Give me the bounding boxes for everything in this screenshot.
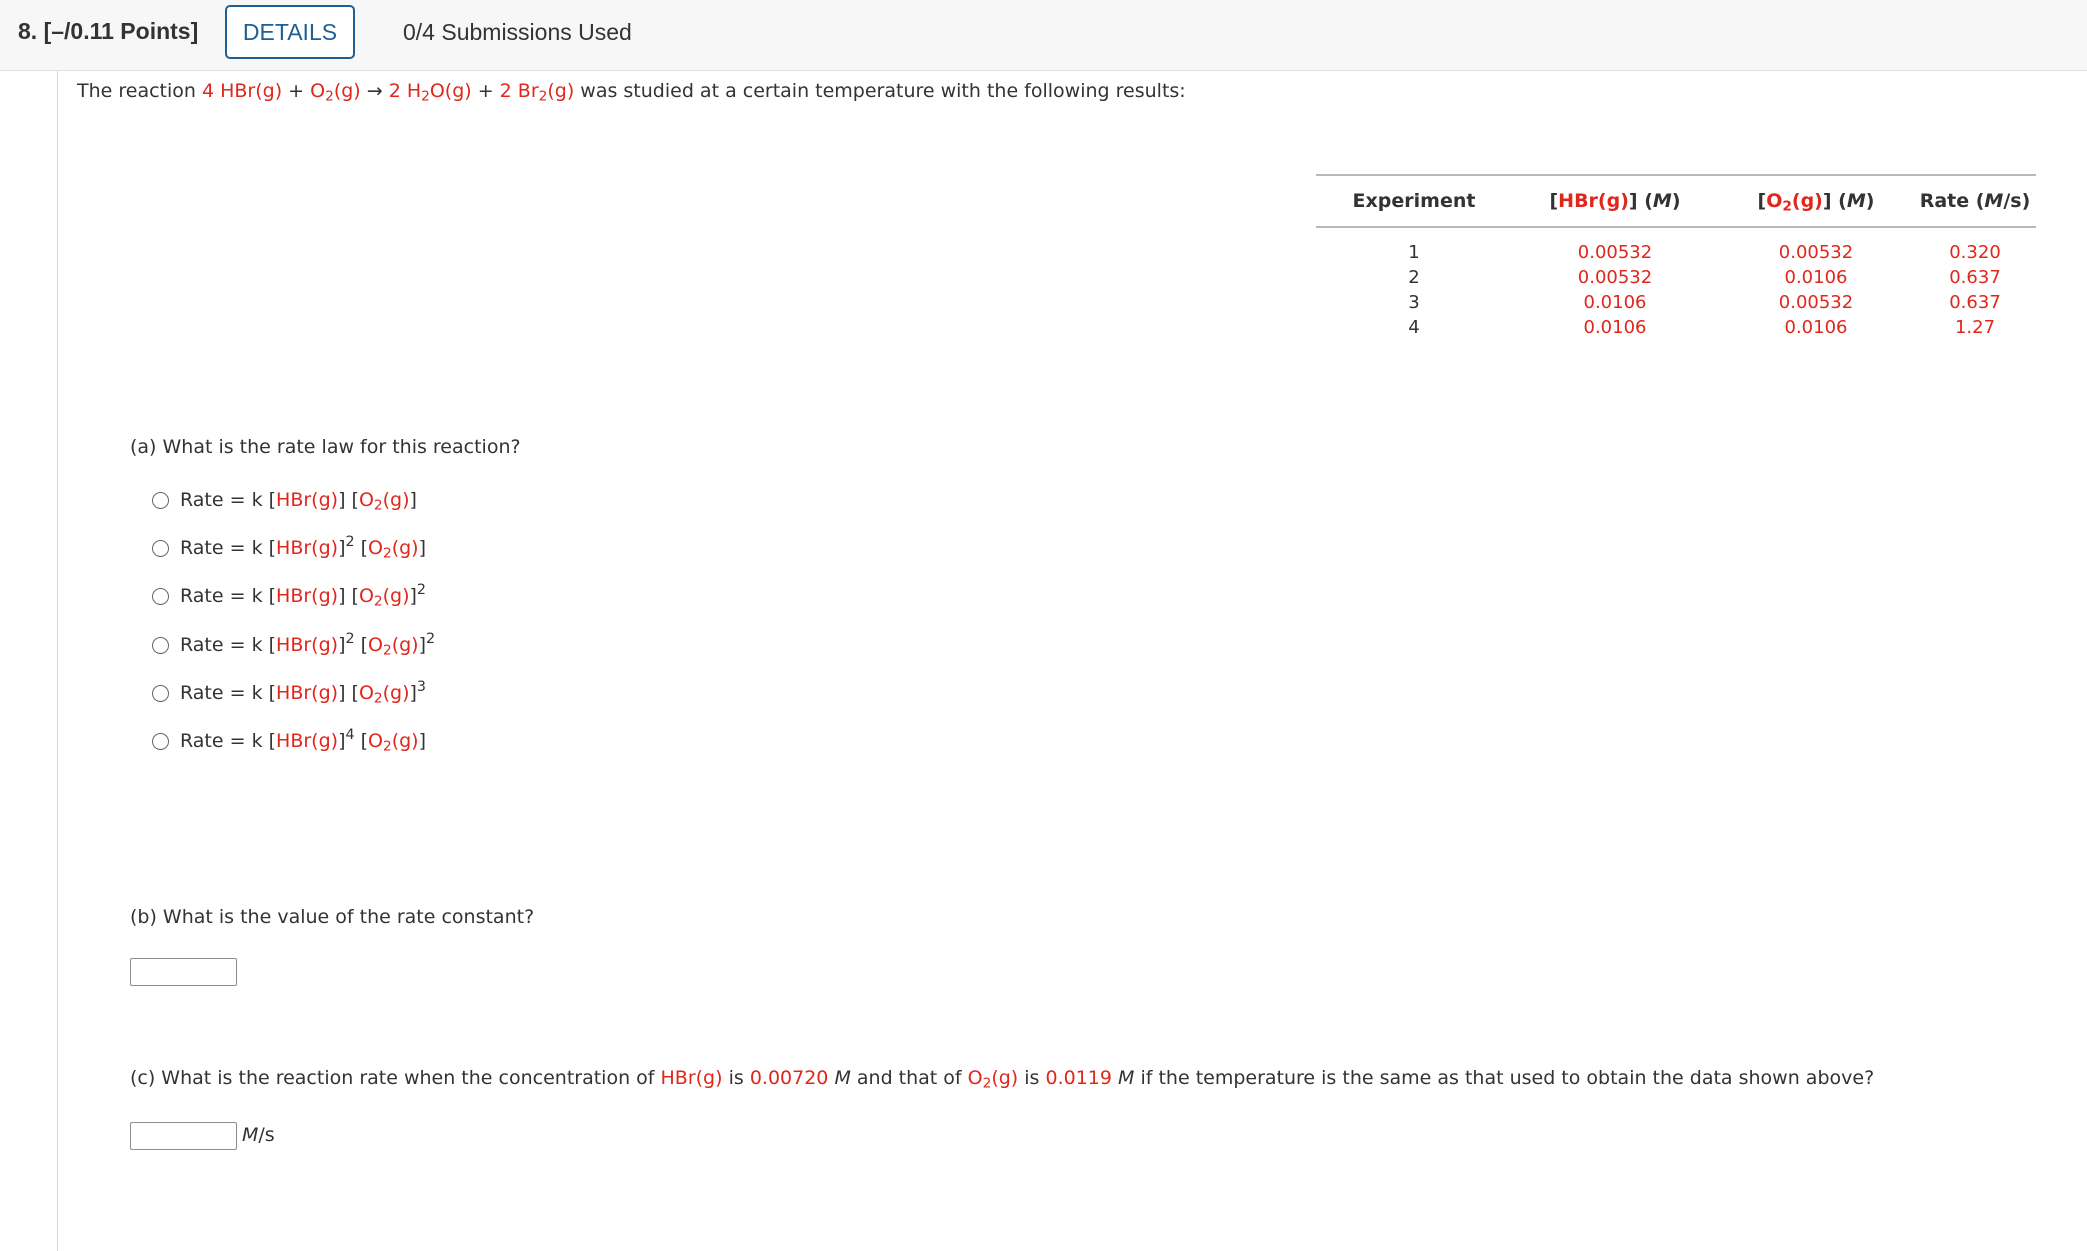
rate-law-option-6[interactable]: Rate = k $[HBr(g)]^4$ $[O_2(g)]$ — [152, 727, 426, 755]
cell-experiment: 4 — [1408, 317, 1420, 338]
kinetics-data-table — [1316, 174, 2036, 340]
intro-text: The reaction 4 $HBr(g) + O_2(g) \to 2$ $H_2O(g) + 2$ $Br_2(g)$ was studied at a certain temperature with the following results: — [77, 80, 1186, 105]
reaction-equation: 4 $HBr(g) + O_2(g) \to 2$ $H_2O(g) + 2$ $Br_2(g)$ — [201, 80, 575, 105]
table-header-row — [1316, 175, 2036, 227]
radio-button[interactable] — [152, 492, 169, 509]
radio-button[interactable] — [152, 540, 169, 557]
submissions-used: 0/4 Submissions Used — [403, 19, 632, 45]
content-left-border — [57, 71, 58, 1251]
table-row — [1316, 265, 2036, 290]
cell-rate: 1.27 — [1954, 317, 1996, 338]
cell-rate: 0.320 — [1949, 242, 2001, 263]
cell-hbr: 0.00532 — [1577, 267, 1653, 288]
cell-o2: 0.0106 — [1784, 317, 1848, 338]
table-row — [1316, 290, 2036, 315]
cell-o2: 0.0106 — [1784, 267, 1848, 288]
rate-constant-input[interactable] — [130, 958, 237, 986]
rate-law-option-1[interactable]: Rate = k [HBr(g)] $[O_2(g)]$ — [152, 486, 417, 514]
rate-law-option-2[interactable]: Rate = k $[HBr(g)]^2$ $[O_2(g)]$ — [152, 534, 426, 562]
question-title: 8. [–/0.11 Points] — [18, 18, 199, 44]
radio-button[interactable] — [152, 733, 169, 750]
col-header-hbr: [HBr(g)] (M) — [1512, 175, 1718, 227]
reaction-rate-input[interactable] — [130, 1122, 237, 1150]
cell-hbr: 0.0106 — [1583, 317, 1647, 338]
cell-experiment: 1 — [1408, 242, 1420, 263]
cell-hbr: 0.0106 — [1583, 292, 1647, 313]
table-row — [1316, 315, 2036, 340]
cell-hbr: 0.00532 — [1577, 242, 1653, 263]
cell-experiment: 3 — [1408, 292, 1420, 313]
table-row — [1316, 227, 2036, 265]
rate-law-option-4[interactable]: Rate = k $[HBr(g)]^2$ $[O_2(g)]^2$ — [152, 631, 435, 659]
radio-button[interactable] — [152, 685, 169, 702]
rate-law-option-3[interactable]: Rate = k [HBr(g)] $[O_2(g)]^2$ — [152, 582, 426, 610]
radio-button[interactable] — [152, 588, 169, 605]
answer-unit-label: M/s — [242, 1124, 275, 1146]
col-header-o2: $[O_2(g)]$ (M) — [1718, 175, 1914, 227]
question-header — [0, 0, 2087, 71]
question-c: (c) What is the reaction rate when the concentration of HBr(g) is 0.00720 M and that of $O_2(g)$ is 0.0119 M if the temperature is the same as that used to obtain the data shown above? — [130, 1067, 1875, 1092]
col-header-rate: Rate (M/s) — [1914, 175, 2036, 227]
question-a: (a) What is the rate law for this reaction? — [130, 436, 521, 458]
cell-rate: 0.637 — [1949, 292, 2001, 313]
details-button[interactable]: DETAILS — [225, 5, 355, 59]
rate-law-option-5[interactable]: Rate = k [HBr(g)] $[O_2(g)]^3$ — [152, 679, 426, 707]
cell-o2: 0.00532 — [1778, 292, 1854, 313]
question-b: (b) What is the value of the rate constant? — [130, 906, 535, 928]
col-header-experiment: Experiment — [1316, 175, 1512, 227]
cell-o2: 0.00532 — [1778, 242, 1854, 263]
cell-experiment: 2 — [1408, 267, 1420, 288]
radio-button[interactable] — [152, 637, 169, 654]
cell-rate: 0.637 — [1949, 267, 2001, 288]
